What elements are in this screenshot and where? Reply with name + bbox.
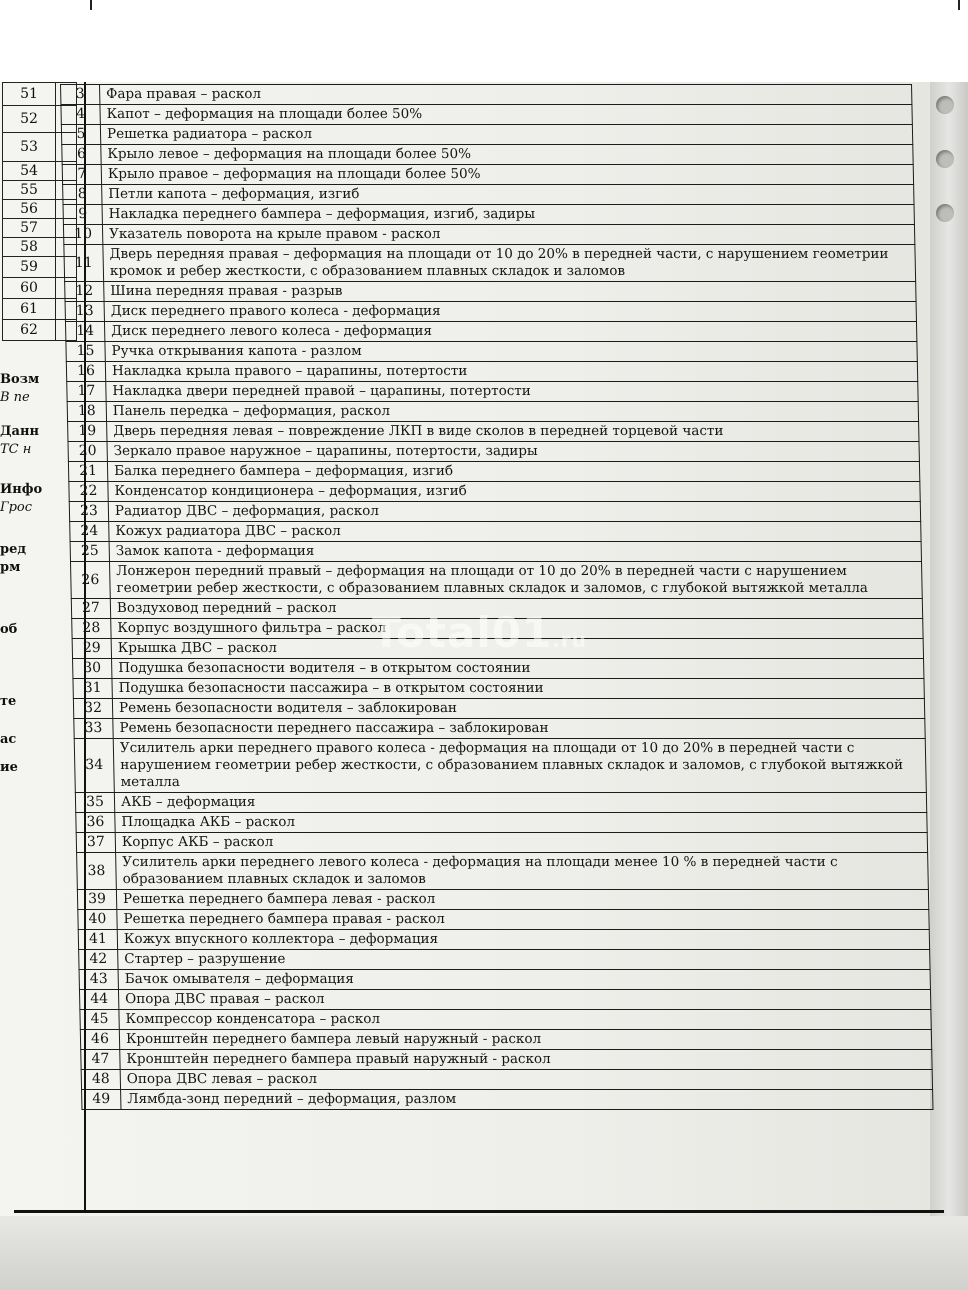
damage-row — [65, 322, 916, 342]
damage-row — [70, 522, 921, 542]
damage-description: Подушка безопасности водителя – в открытом состоянии — [112, 659, 924, 679]
damage-row — [78, 910, 929, 930]
watermark — [372, 608, 587, 657]
damage-row — [64, 245, 916, 282]
damage-number: 19 — [68, 422, 107, 442]
damage-row — [67, 402, 918, 422]
previous-row-number: 52 — [3, 106, 56, 133]
previous-row-number: 55 — [3, 181, 56, 200]
damage-description: Конденсатор кондиционера – деформация, изгиб — [108, 482, 920, 502]
damage-description: Решетка радиатора – раскол — [100, 125, 912, 145]
damage-number: 3 — [61, 85, 100, 105]
damage-row — [79, 950, 930, 970]
damage-number: 28 — [72, 619, 111, 639]
damage-row — [66, 362, 917, 382]
previous-row-number: 60 — [3, 278, 56, 299]
damage-row — [70, 542, 921, 562]
damage-description: Воздуховод передний – раскол — [110, 599, 922, 619]
damage-row — [62, 145, 913, 165]
damage-number: 34 — [74, 739, 114, 793]
previous-page-fragment: ие — [0, 760, 18, 775]
damage-number: 20 — [68, 442, 107, 462]
damage-description: Дверь передняя левая – повреждение ЛКП в виде сколов в передней торцевой части — [107, 422, 919, 442]
page-edge — [90, 0, 960, 10]
previous-page-fragment: ТС н — [0, 442, 32, 457]
damage-row — [66, 342, 917, 362]
previous-page-fragment: об — [0, 622, 18, 637]
damage-number: 12 — [65, 282, 104, 302]
damage-description: Кронштейн переднего бампера левый наружный - раскол — [119, 1030, 931, 1050]
previous-page-fragment: В пе — [0, 390, 30, 405]
damage-description: Ремень безопасности переднего пассажира – заблокирован — [113, 719, 925, 739]
damage-description: Диск переднего левого колеса - деформация — [104, 322, 916, 342]
punch-hole — [936, 150, 954, 168]
watermark-brand: Total01 — [372, 608, 553, 657]
damage-description: Дверь передняя правая – деформация на площади от 10 до 20% в передней части, с нарушением геометрии кромок и ребер жесткости, с образованием плавных складок и заломов — [103, 245, 916, 282]
damage-description: АКБ – деформация — [114, 793, 926, 813]
damage-number: 9 — [63, 205, 102, 225]
damage-description: Зеркало правое наружное – царапины, потертости, задиры — [107, 442, 919, 462]
damage-row — [61, 125, 912, 145]
damage-row — [76, 813, 927, 833]
damage-number: 38 — [77, 853, 117, 890]
damage-description: Фара правая – раскол — [100, 85, 912, 105]
damage-description: Накладка крыла правого – царапины, потертости — [105, 362, 917, 382]
damage-description: Замок капота - деформация — [109, 542, 921, 562]
damage-description: Решетка переднего бампера правая - раскол — [117, 910, 929, 930]
damage-description: Петли капота – деформация, изгиб — [102, 185, 914, 205]
damage-table — [60, 84, 933, 1110]
damage-number: 14 — [65, 322, 104, 342]
damage-row — [79, 970, 930, 990]
previous-row-number: 54 — [3, 162, 56, 181]
damage-description: Опора ДВС правая – раскол — [118, 990, 930, 1010]
previous-page-fragment: ред — [0, 542, 27, 557]
damage-description: Опора ДВС левая – раскол — [120, 1070, 932, 1090]
damage-number: 17 — [67, 382, 106, 402]
damage-row — [65, 302, 916, 322]
damage-row — [74, 739, 926, 793]
previous-row-number: 62 — [3, 320, 56, 341]
damage-number: 39 — [77, 890, 116, 910]
damage-number: 13 — [65, 302, 104, 322]
damage-number: 4 — [61, 105, 100, 125]
damage-description: Компрессор конденсатора – раскол — [119, 1010, 931, 1030]
bottom-border — [14, 1210, 944, 1214]
damage-description: Кожух радиатора ДВС – раскол — [109, 522, 921, 542]
damage-number: 8 — [63, 185, 102, 205]
previous-page-fragment: те — [0, 694, 17, 709]
damage-description: Балка переднего бампера – деформация, изгиб — [107, 462, 919, 482]
previous-row-number: 51 — [3, 83, 56, 106]
previous-row-number: 59 — [3, 257, 56, 278]
previous-row-number: 61 — [3, 299, 56, 320]
damage-row — [63, 205, 914, 225]
damage-description: Кожух впускного коллектора – деформация — [117, 930, 929, 950]
damage-number: 42 — [79, 950, 118, 970]
damage-row — [73, 659, 924, 679]
damage-number: 44 — [79, 990, 118, 1010]
damage-row — [81, 1050, 932, 1070]
damage-number: 36 — [76, 813, 115, 833]
damage-number: 40 — [78, 910, 117, 930]
damage-number: 35 — [75, 793, 114, 813]
damage-description: Капот – деформация на площади более 50% — [100, 105, 912, 125]
previous-page-fragment: Грос — [0, 500, 33, 515]
damage-description: Накладка переднего бампера – деформация, изгиб, задиры — [102, 205, 914, 225]
previous-page-fragment: ас — [0, 732, 17, 747]
damage-description: Бачок омывателя – деформация — [118, 970, 930, 990]
damage-description: Шина передняя правая - разрыв — [104, 282, 916, 302]
damage-description: Корпус АКБ – раскол — [115, 833, 927, 853]
damage-description: Радиатор ДВС – деформация, раскол — [108, 502, 920, 522]
damage-row — [73, 679, 924, 699]
damage-number: 7 — [62, 165, 101, 185]
damage-number: 47 — [81, 1050, 120, 1070]
previous-row-number: 56 — [3, 200, 56, 219]
damage-description: Решетка переднего бампера левая - раскол — [116, 890, 928, 910]
damage-number: 31 — [73, 679, 112, 699]
damage-row — [69, 482, 920, 502]
damage-number: 25 — [70, 542, 109, 562]
damage-row — [77, 890, 928, 910]
previous-row-number: 58 — [3, 238, 56, 257]
damage-row — [73, 699, 924, 719]
damage-row — [80, 1010, 931, 1030]
damage-number: 32 — [73, 699, 112, 719]
watermark-suffix: .ru — [552, 628, 587, 652]
binder-edge — [930, 82, 968, 1290]
damage-number: 10 — [63, 225, 102, 245]
damage-description: Усилитель арки переднего правого колеса - деформация на площади от 10 до 20% в передней части с нарушением геометрии ребер жесткости, с образованием плавных складок и заломов, с глубокой вытяжкой металла — [113, 739, 926, 793]
damage-number: 49 — [82, 1090, 121, 1110]
damage-row — [61, 85, 912, 105]
damage-description: Усилитель арки переднего левого колеса - деформация на площади менее 10 % в передней части с образованием плавных складок и заломов — [116, 853, 929, 890]
damage-row — [65, 282, 916, 302]
damage-row — [62, 165, 913, 185]
damage-row — [61, 105, 912, 125]
damage-number: 48 — [81, 1070, 120, 1090]
damage-number: 30 — [73, 659, 112, 679]
damage-description: Стартер – разрушение — [118, 950, 930, 970]
damage-row — [67, 382, 918, 402]
damage-number: 24 — [70, 522, 109, 542]
damage-row — [69, 502, 920, 522]
damage-description: Площадка АКБ – раскол — [115, 813, 927, 833]
damage-number: 22 — [69, 482, 108, 502]
damage-row — [81, 1070, 932, 1090]
previous-page-fragment: Инфо — [0, 482, 43, 497]
punch-hole — [936, 96, 954, 114]
previous-page-fragment: рм — [0, 560, 21, 575]
damage-description: Крышка ДВС – раскол — [111, 639, 923, 659]
damage-row — [63, 225, 914, 245]
damage-description: Ремень безопасности водителя – заблокирован — [112, 699, 924, 719]
damage-number: 26 — [71, 562, 111, 599]
damage-description: Крыло правое – деформация на площади более 50% — [101, 165, 913, 185]
previous-row-number: 57 — [3, 219, 56, 238]
damage-row — [68, 462, 919, 482]
damage-row — [68, 442, 919, 462]
damage-number: 33 — [74, 719, 113, 739]
damage-number: 21 — [68, 462, 107, 482]
previous-page-fragment: Данн — [0, 424, 40, 439]
damage-number: 11 — [64, 245, 104, 282]
damage-number: 45 — [80, 1010, 119, 1030]
damage-row — [80, 1030, 931, 1050]
damage-description: Подушка безопасности пассажира – в открытом состоянии — [112, 679, 924, 699]
desk-surface — [0, 1216, 968, 1290]
damage-description: Лямбда-зонд передний – деформация, разлом — [121, 1090, 933, 1110]
damage-description: Лонжерон передний правый – деформация на площади от 10 до 20% в передней части с нарушением геометрии ребер жесткости, с образованием плавных складок и заломов, с глубокой вытяжкой металла — [110, 562, 923, 599]
damage-row — [63, 185, 914, 205]
damage-description: Крыло левое – деформация на площади более 50% — [101, 145, 913, 165]
previous-row-number: 53 — [3, 133, 56, 162]
damage-description: Панель передка – деформация, раскол — [106, 402, 918, 422]
damage-row — [78, 930, 929, 950]
damage-number: 23 — [69, 502, 108, 522]
damage-number: 16 — [66, 362, 105, 382]
damage-description: Корпус воздушного фильтра – раскол — [111, 619, 923, 639]
damage-row — [74, 719, 925, 739]
damage-number: 46 — [80, 1030, 119, 1050]
damage-description: Кронштейн переднего бампера правый наружный - раскол — [120, 1050, 932, 1070]
damage-number: 41 — [78, 930, 117, 950]
top-margin — [0, 0, 968, 82]
damage-number: 5 — [61, 125, 100, 145]
damage-number: 27 — [71, 599, 110, 619]
damage-description: Указатель поворота на крыле правом - раскол — [102, 225, 914, 245]
damage-row — [75, 793, 926, 813]
punch-hole — [936, 204, 954, 222]
damage-number: 29 — [72, 639, 111, 659]
damage-row — [71, 562, 923, 599]
damage-row — [79, 990, 930, 1010]
previous-page-fragment: Возм — [0, 372, 40, 387]
damage-number: 15 — [66, 342, 105, 362]
damage-description: Ручка открывания капота - разлом — [105, 342, 917, 362]
damage-number: 6 — [62, 145, 101, 165]
damage-description: Диск переднего правого колеса - деформация — [104, 302, 916, 322]
damage-number: 37 — [76, 833, 115, 853]
damage-description: Накладка двери передней правой – царапины, потертости — [106, 382, 918, 402]
damage-row — [68, 422, 919, 442]
damage-row — [77, 853, 929, 890]
damage-number: 18 — [67, 402, 106, 422]
damage-row — [82, 1090, 933, 1110]
damage-row — [76, 833, 927, 853]
damage-number: 43 — [79, 970, 118, 990]
